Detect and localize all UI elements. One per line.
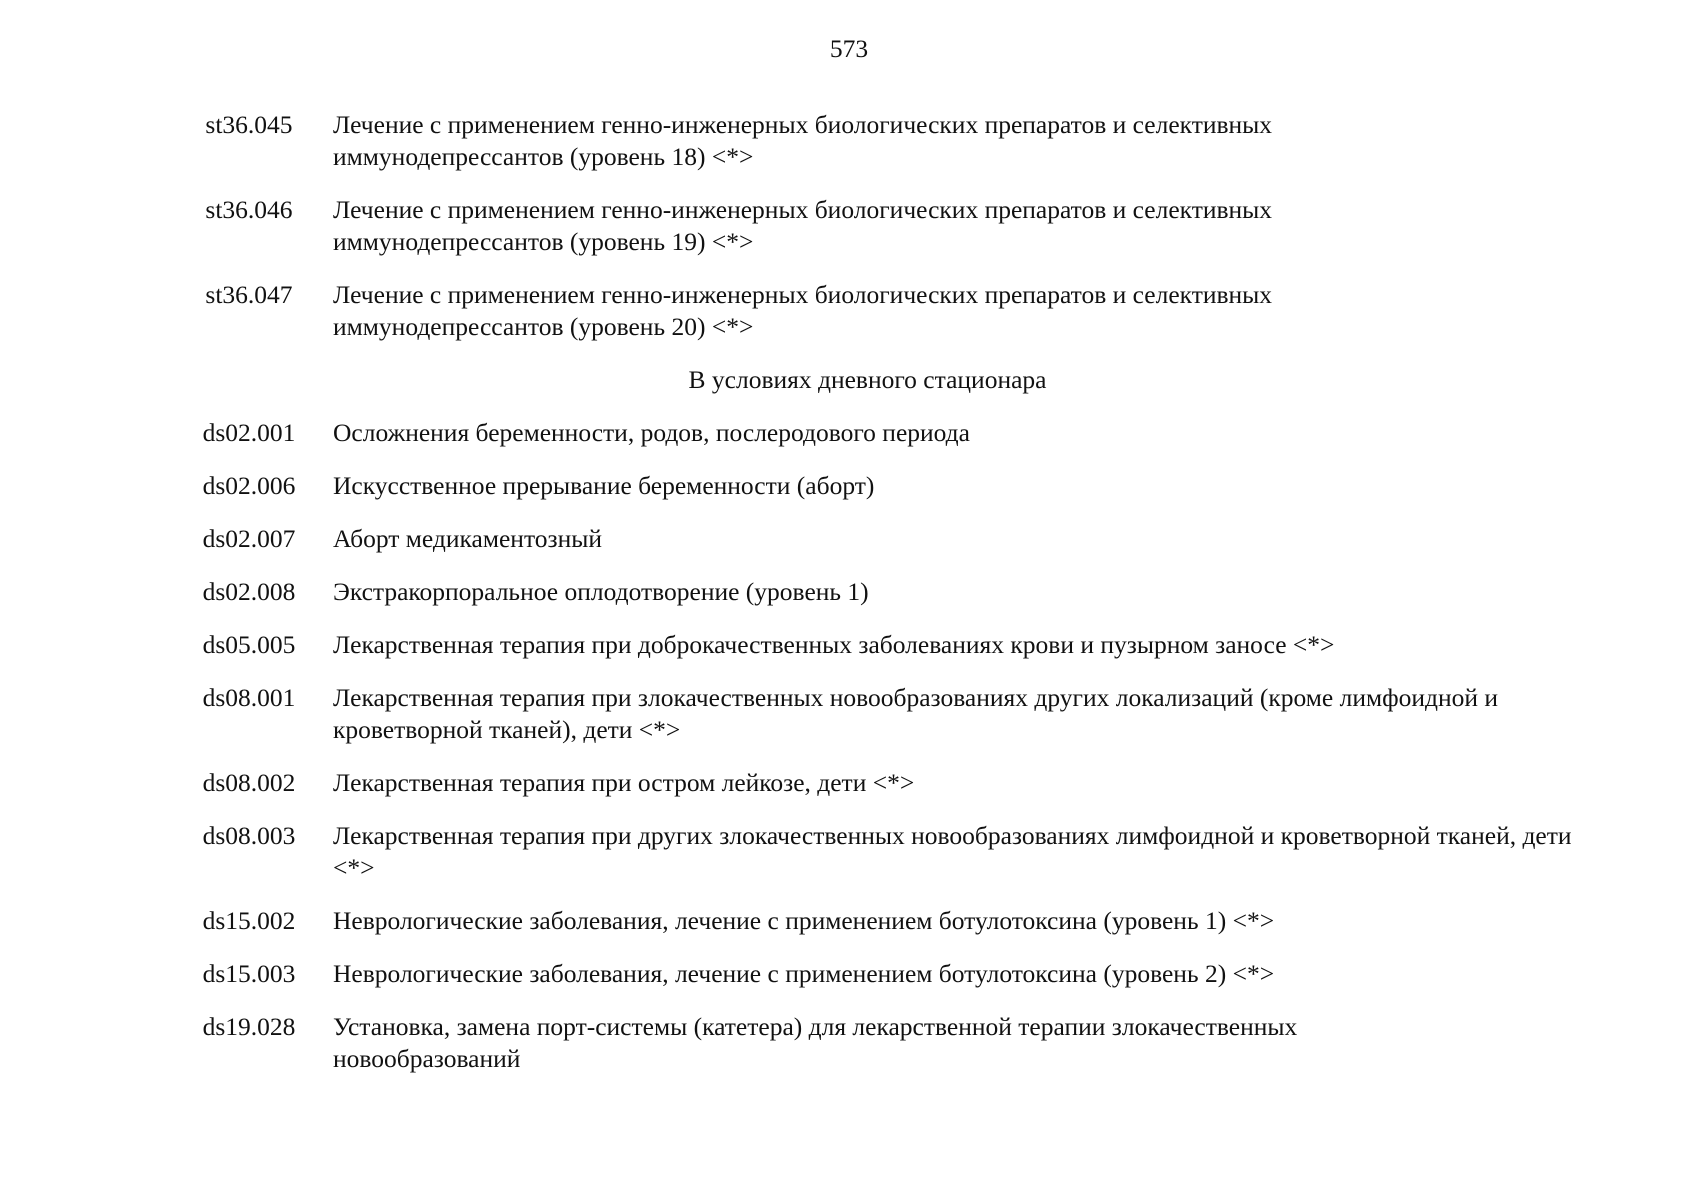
item-code: ds02.008 <box>202 577 296 606</box>
item-description: Искусственное прерывание беременности (аборт) <box>333 471 875 500</box>
list-item <box>165 470 1585 502</box>
item-description: Лекарственная терапия при злокачественных новообразованиях других локализаций (кроме лимфоидной и кроветворной тканей), дети <*> <box>333 683 1499 744</box>
item-description: Установка, замена порт-системы (катетера) для лекарственной терапии злокачественных новообразований <box>333 1012 1298 1073</box>
list-item <box>165 523 1585 555</box>
list-item <box>165 417 1585 449</box>
item-description: Лечение с применением генно-инженерных биологических препаратов и селективных иммунодепрессантов (уровень 19) <*> <box>333 195 1273 256</box>
list-item <box>165 682 1545 746</box>
item-code: ds08.001 <box>202 683 296 712</box>
item-code: ds08.002 <box>202 768 296 797</box>
item-description: Лекарственная терапия при других злокачественных новообразованиях лимфоидной и кроветворной тканей, дети <*> <box>333 821 1572 882</box>
item-code: ds08.003 <box>202 821 296 850</box>
item-description: Лечение с применением генно-инженерных биологических препаратов и селективных иммунодепрессантов (уровень 20) <*> <box>333 280 1273 341</box>
item-code: ds02.006 <box>202 471 296 500</box>
item-description: Неврологические заболевания, лечение с применением ботулотоксина (уровень 2) <*> <box>333 959 1275 988</box>
item-description: Экстракорпоральное оплодотворение (уровень 1) <box>333 577 869 606</box>
list-item <box>165 109 1402 173</box>
code-list <box>165 109 1585 1096</box>
list-item <box>165 820 1585 884</box>
list-item <box>165 905 1585 937</box>
list-item <box>165 958 1585 990</box>
item-code: st36.046 <box>205 195 293 224</box>
section-heading: В условиях дневного стационара <box>688 365 1047 394</box>
item-code: ds19.028 <box>202 1012 296 1041</box>
list-item <box>165 1011 1425 1075</box>
item-description: Неврологические заболевания, лечение с применением ботулотоксина (уровень 1) <*> <box>333 906 1275 935</box>
list-item <box>165 629 1585 661</box>
item-code: ds02.007 <box>202 524 296 553</box>
list-item <box>165 279 1402 343</box>
item-code: ds15.003 <box>202 959 296 988</box>
item-code: ds02.001 <box>202 418 296 447</box>
item-description: Аборт медикаментозный <box>333 524 602 553</box>
item-code: st36.047 <box>205 280 293 309</box>
item-description: Лекарственная терапия при остром лейкозе, дети <*> <box>333 768 915 797</box>
item-description: Лекарственная терапия при доброкачественных заболеваниях крови и пузырном заносе <*> <box>333 630 1335 659</box>
item-code: ds05.005 <box>202 630 296 659</box>
page-number: 573 <box>829 34 869 63</box>
list-item <box>165 576 1585 608</box>
item-description: Лечение с применением генно-инженерных биологических препаратов и селективных иммунодепрессантов (уровень 18) <*> <box>333 110 1273 171</box>
item-description: Осложнения беременности, родов, послеродового периода <box>333 418 970 447</box>
list-item <box>165 194 1402 258</box>
list-item <box>165 767 1585 799</box>
item-code: ds15.002 <box>202 906 296 935</box>
item-code: st36.045 <box>205 110 293 139</box>
